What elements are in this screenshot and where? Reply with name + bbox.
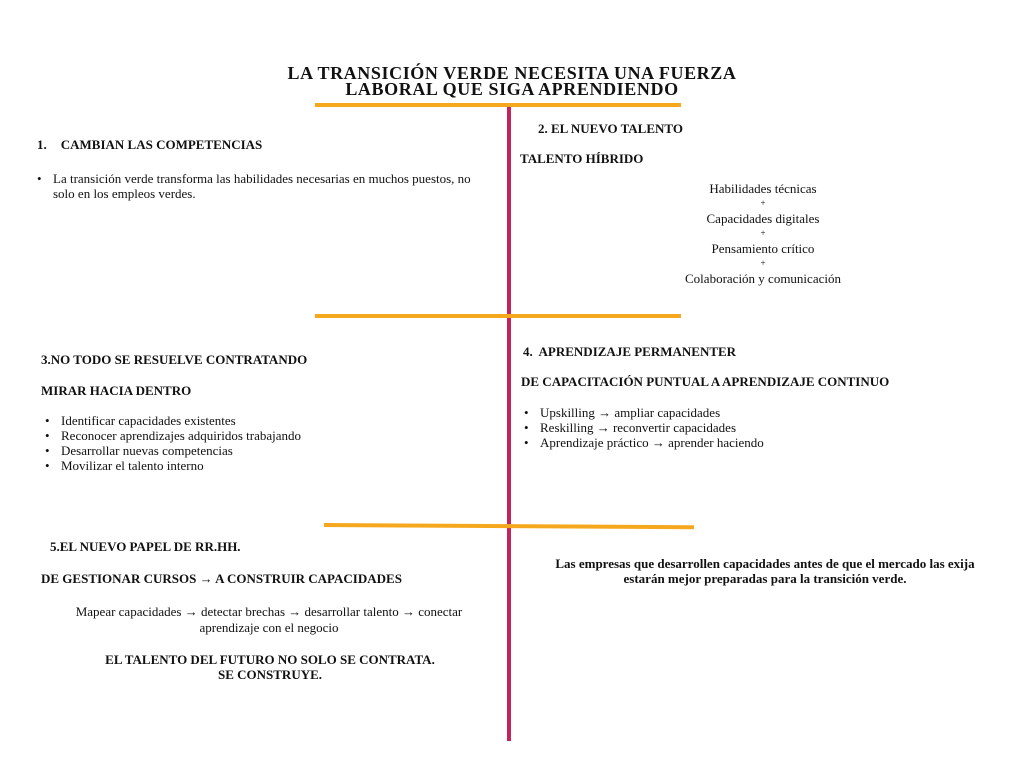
stack-item: Capacidades digitales <box>706 211 820 226</box>
list-item-text: Upskilling → ampliar capacidades <box>540 405 721 420</box>
page-title <box>190 65 834 97</box>
list-item <box>42 443 301 458</box>
hybrid-talent-stack <box>663 181 863 286</box>
conclusion <box>520 556 1010 586</box>
page-title-line-2: LABORAL QUE SIGA APRENDIENDO <box>345 79 679 99</box>
plus-sign: + <box>760 258 766 268</box>
section-3-heading: 3.NO TODO SE RESUELVE CONTRATANDO <box>41 352 308 367</box>
section-5-subheading: DE GESTIONAR CURSOS → A CONSTRUIR CAPACIDADES <box>41 571 402 586</box>
section-1-bullets <box>34 171 474 201</box>
section-4-bullets <box>521 405 764 450</box>
list-item <box>521 405 764 420</box>
list-item-text: Reconocer aprendizajes adquiridos trabajando <box>61 428 302 443</box>
list-item-text: Aprendizaje práctico → aprender haciendo <box>540 435 764 450</box>
plus-sign: + <box>760 228 766 238</box>
vertical-divider <box>507 104 511 741</box>
stack-item: Pensamiento crítico <box>711 241 815 256</box>
list-item <box>42 413 301 428</box>
section-2-subheading: TALENTO HÍBRIDO <box>520 151 644 166</box>
section-5-closing-line-2: SE CONSTRUYE. <box>217 667 323 682</box>
section-5-closing <box>40 652 500 682</box>
section-4-heading: 4. APRENDIZAJE PERMANENTER <box>523 344 737 359</box>
page-title-line-1: LA TRANSICIÓN VERDE NECESITA UNA FUERZA <box>287 63 737 83</box>
list-item-text: Desarrollar nuevas competencias <box>61 443 233 458</box>
list-item <box>521 435 764 450</box>
section-5-flow <box>36 604 502 636</box>
list-item-text: Reskilling → reconvertir capacidades <box>540 420 737 435</box>
section-5-closing-line-1: EL TALENTO DEL FUTURO NO SOLO SE CONTRATA. <box>105 652 435 667</box>
list-item-text: Identificar capacidades existentes <box>61 413 236 428</box>
horizontal-divider-middle <box>315 314 681 318</box>
stack-item: Colaboración y comunicación <box>685 271 841 286</box>
section-5-flow-line-2: aprendizaje con el negocio <box>199 620 339 635</box>
section-4-subheading: DE CAPACITACIÓN PUNTUAL A APRENDIZAJE CONTINUO <box>521 374 890 389</box>
list-item <box>34 171 474 201</box>
section-1-number: 1. <box>37 137 47 152</box>
conclusion-line-1: Las empresas que desarrollen capacidades antes de que el mercado las exija <box>555 556 975 571</box>
section-1-heading <box>37 137 262 153</box>
list-item <box>42 428 301 443</box>
list-item-text: Movilizar el talento interno <box>61 458 204 473</box>
section-3-bullets <box>42 413 301 473</box>
section-5-flow-line-1: Mapear capacidades → detectar brechas → desarrollar talento → conectar <box>75 604 463 619</box>
horizontal-divider-top <box>315 103 681 107</box>
plus-sign: + <box>760 198 766 208</box>
list-item-text: La transición verde transforma las habilidades necesarias en muchos puestos, no solo en los empleos verdes. <box>53 171 471 201</box>
conclusion-line-2: estarán mejor preparadas para la transición verde. <box>623 571 907 586</box>
section-3-subheading: MIRAR HACIA DENTRO <box>41 383 192 398</box>
list-item <box>521 420 764 435</box>
section-2-heading: 2. EL NUEVO TALENTO <box>538 121 683 136</box>
list-item <box>42 458 301 473</box>
stack-item: Habilidades técnicas <box>709 181 817 196</box>
section-5-heading: 5.EL NUEVO PAPEL DE RR.HH. <box>50 539 241 554</box>
section-1-title: CAMBIAN LAS COMPETENCIAS <box>60 137 263 152</box>
